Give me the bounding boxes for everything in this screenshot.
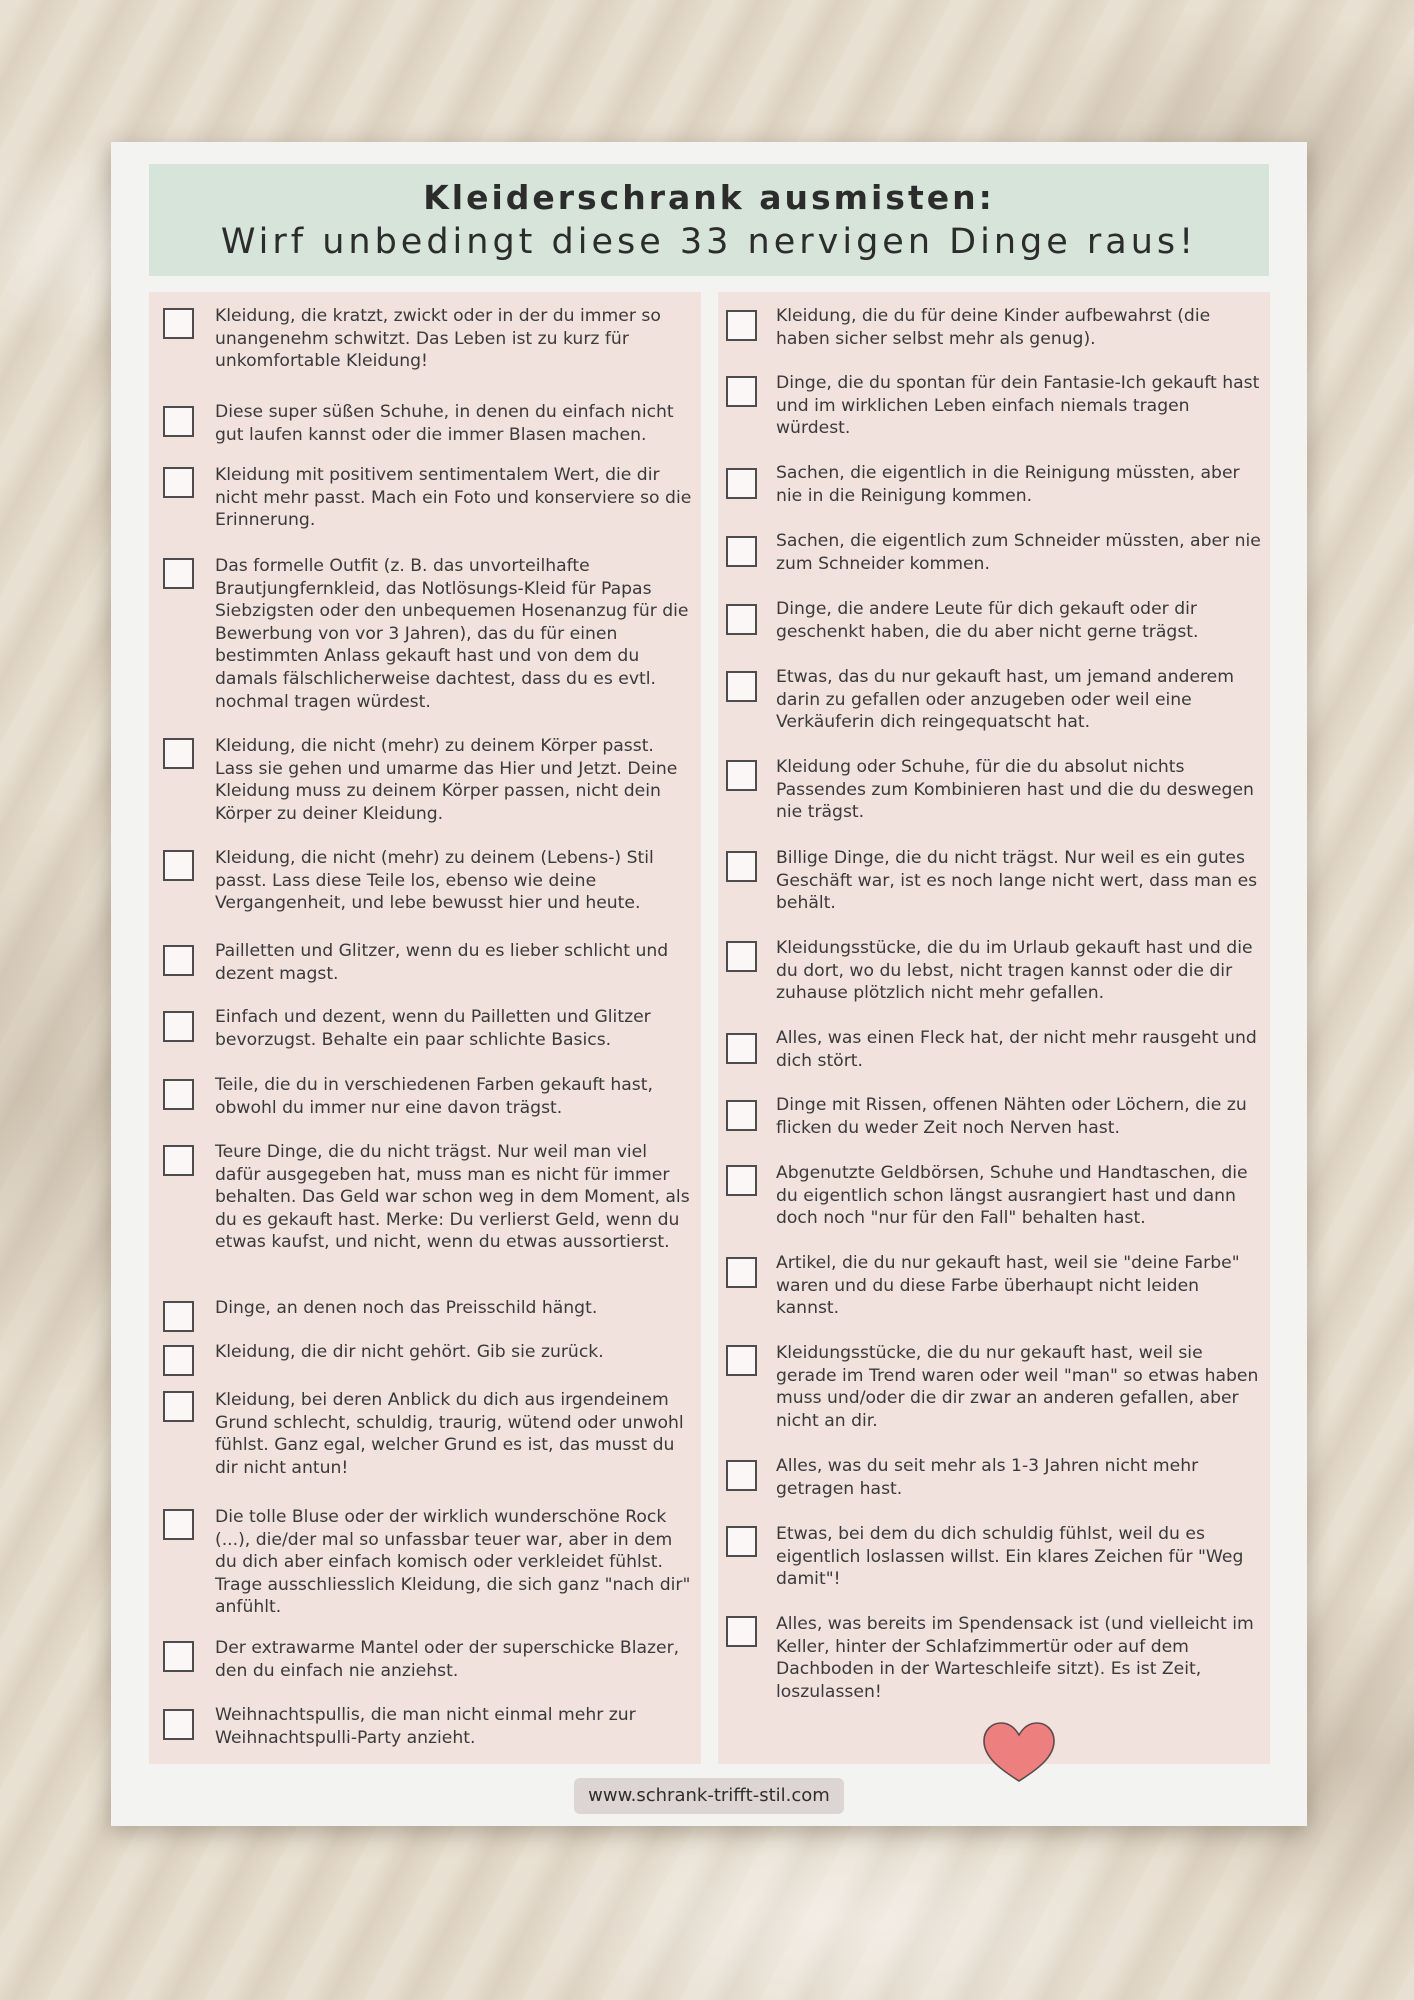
checkbox[interactable] <box>726 1165 757 1196</box>
checkbox[interactable] <box>726 1345 757 1376</box>
checkbox[interactable] <box>163 1011 194 1042</box>
checkbox[interactable] <box>163 308 194 339</box>
checklist-item-text: Etwas, bei dem du dich schuldig fühlst, weil du es eigentlich loslassen willst. Ein klares Zeichen für "Weg damit"! <box>776 1524 1244 1590</box>
website-url: www.schrank-trifft-stil.com <box>574 1778 844 1814</box>
checklist-item-text: Einfach und dezent, wenn du Pailletten und Glitzer bevorzugst. Behalte ein paar schlichte Basics. <box>215 1007 651 1050</box>
checkbox[interactable] <box>726 310 757 341</box>
checklist-item-text: Kleidung mit positivem sentimentalem Wert, die dir nicht mehr passt. Mach ein Foto und konserviere so die Erinnerung. <box>215 465 692 531</box>
checklist-item-text: Kleidung, die dir nicht gehört. Gib sie zurück. <box>215 1342 604 1362</box>
title-banner <box>149 164 1269 276</box>
checklist-item-text: Kleidung, die nicht (mehr) zu deinem (Lebens-) Stil passt. Lass diese Teile los, ebenso wie deine Vergangenheit, und lebe bewusst hier und heute. <box>215 848 654 914</box>
checkbox[interactable] <box>726 604 757 635</box>
page-title: Kleiderschrank ausmisten: <box>423 178 995 217</box>
checkbox[interactable] <box>163 1709 194 1740</box>
checklist-sheet <box>111 142 1307 1826</box>
checklist-item-text: Sachen, die eigentlich zum Schneider müssten, aber nie zum Schneider kommen. <box>776 531 1261 574</box>
checkbox[interactable] <box>726 671 757 702</box>
checkbox[interactable] <box>163 1391 194 1422</box>
checklist-item-text: Teile, die du in verschiedenen Farben gekauft hast, obwohl du immer nur eine davon trägst. <box>215 1075 653 1118</box>
checkbox[interactable] <box>726 1257 757 1288</box>
checkbox[interactable] <box>163 467 194 498</box>
checkbox[interactable] <box>726 760 757 791</box>
page-subtitle: Wirf unbedingt diese 33 nervigen Dinge raus! <box>220 222 1198 262</box>
checkbox[interactable] <box>163 1641 194 1672</box>
checklist-item-text: Etwas, das du nur gekauft hast, um jemand anderem darin zu gefallen oder anzugeben oder weil eine Verkäuferin dich reingequatscht hat. <box>776 667 1234 733</box>
checklist-item-text: Sachen, die eigentlich in die Reinigung müssten, aber nie in die Reinigung kommen. <box>776 463 1240 506</box>
checklist-item-text: Alles, was einen Fleck hat, der nicht mehr rausgeht und dich stört. <box>776 1028 1257 1071</box>
checkbox[interactable] <box>726 1616 757 1647</box>
checklist-item-text: Pailletten und Glitzer, wenn du es lieber schlicht und dezent magst. <box>215 941 669 984</box>
checkbox[interactable] <box>163 738 194 769</box>
checkbox[interactable] <box>163 1301 194 1332</box>
checkbox[interactable] <box>726 941 757 972</box>
checkbox[interactable] <box>163 850 194 881</box>
checklist-item-text: Weihnachtspullis, die man nicht einmal mehr zur Weihnachtspulli-Party anzieht. <box>215 1705 636 1748</box>
checklist-item-text: Kleidungsstücke, die du im Urlaub gekauft hast und die du dort, wo du lebst, nicht tragen kannst oder die dir zuhause plötzlich nicht mehr gefallen. <box>776 938 1253 1004</box>
checklist-item-text: Dinge, an denen noch das Preisschild hängt. <box>215 1298 598 1318</box>
checkbox[interactable] <box>726 1526 757 1557</box>
checklist-item-text: Teure Dinge, die du nicht trägst. Nur weil man viel dafür ausgegeben hat, muss man es nicht für immer behalten. Das Geld war schon weg in dem Moment, als du es gekauft hast. Merke: Du verlierst Geld, wenn du etwas kaufst, und nicht, wenn du etwas aussortierst. <box>215 1142 690 1253</box>
checkbox[interactable] <box>726 376 757 407</box>
checkbox[interactable] <box>726 1460 757 1491</box>
checkbox[interactable] <box>163 945 194 976</box>
checkbox[interactable] <box>726 1100 757 1131</box>
heart-icon <box>980 1717 1058 1787</box>
checkbox[interactable] <box>726 468 757 499</box>
checklist-item-text: Abgenutzte Geldbörsen, Schuhe und Handtaschen, die du eigentlich schon längst ausrangiert hast und dann doch noch "nur für den Fall" behalten hast. <box>776 1163 1248 1229</box>
checklist-item-text: Die tolle Bluse oder der wirklich wunderschöne Rock (...), die/der mal so unfassbar teuer war, aber in dem du dich aber einfach komisch oder verkleidet fühlst. Trage ausschliesslich Kleidung, die sich ganz "nach dir" anfühlt. <box>215 1507 691 1618</box>
checklist-item-text: Der extrawarme Mantel oder der superschicke Blazer, den du einfach nie anziehst. <box>215 1638 680 1681</box>
checklist-item-text: Das formelle Outfit (z. B. das unvorteilhafte Brautjungfernkleid, das Notlösungs-Kleid für Papas Siebzigsten oder den unbequemen Hosenanzug für die Bewerbung von vor 3 Jahren), das du für einen bestimmten Anlass gekauft hast und von dem du damals fälschlicherweise dachtest, dass du es evtl. nochmal tragen würdest. <box>215 556 689 712</box>
checklist-item-text: Dinge, die andere Leute für dich gekauft oder dir geschenkt haben, die du aber nicht gerne trägst. <box>776 599 1199 642</box>
checklist-column-right <box>718 292 1270 1764</box>
checkbox[interactable] <box>726 1033 757 1064</box>
checkbox[interactable] <box>163 1509 194 1540</box>
checkbox[interactable] <box>163 1345 194 1376</box>
checkbox[interactable] <box>163 406 194 437</box>
checklist-item-text: Kleidung, die du für deine Kinder aufbewahrst (die haben sicher selbst mehr als genug). <box>776 306 1211 349</box>
checkbox[interactable] <box>163 558 194 589</box>
checklist-item-text: Kleidung, die kratzt, zwickt oder in der du immer so unangenehm schwitzt. Das Leben ist zu kurz für unkomfortable Kleidung! <box>215 306 661 372</box>
checkbox[interactable] <box>163 1079 194 1110</box>
checkbox[interactable] <box>726 851 757 882</box>
checklist-item-text: Alles, was bereits im Spendensack ist (und vielleicht im Keller, hinter der Schlafzimmertür oder auf dem Dachboden in der Warteschleife sitzt). Es ist Zeit, loszulassen! <box>776 1614 1254 1702</box>
checklist-column-left <box>149 292 701 1764</box>
checklist-item-text: Alles, was du seit mehr als 1-3 Jahren nicht mehr getragen hast. <box>776 1456 1199 1499</box>
checklist-item-text: Kleidung, die nicht (mehr) zu deinem Körper passt. Lass sie gehen und umarme das Hier und Jetzt. Deine Kleidung muss zu deinem Körper passen, nicht dein Körper zu deiner Kleidung. <box>215 736 678 824</box>
checklist-item-text: Dinge, die du spontan für dein Fantasie-Ich gekauft hast und im wirklichen Leben einfach niemals tragen würdest. <box>776 373 1260 439</box>
checklist-item-text: Billige Dinge, die du nicht trägst. Nur weil es ein gutes Geschäft war, ist es noch lange nicht wert, dass man es behält. <box>776 848 1258 914</box>
checklist-item-text: Diese super süßen Schuhe, in denen du einfach nicht gut laufen kannst oder die immer Blasen machen. <box>215 402 674 445</box>
checklist-item-text: Artikel, die du nur gekauft hast, weil sie "deine Farbe" waren und du diese Farbe überhaupt nicht leiden kannst. <box>776 1253 1240 1319</box>
checklist-item-text: Kleidungsstücke, die du nur gekauft hast, weil sie gerade im Trend waren oder weil "man" so etwas haben muss und/oder die dir zwar an anderen gefallen, aber nicht an dir. <box>776 1343 1259 1431</box>
checklist-item-text: Dinge mit Rissen, offenen Nähten oder Löchern, die zu flicken du weder Zeit noch Nerven hast. <box>776 1095 1247 1138</box>
checklist-item-text: Kleidung, bei deren Anblick du dich aus irgendeinem Grund schlecht, schuldig, traurig, wütend oder unwohl fühlst. Ganz egal, welcher Grund es ist, das musst du dir nicht antun! <box>215 1390 684 1478</box>
checkbox[interactable] <box>163 1145 194 1176</box>
checklist-item-text: Kleidung oder Schuhe, für die du absolut nichts Passendes zum Kombinieren hast und die du deswegen nie trägst. <box>776 757 1254 823</box>
checkbox[interactable] <box>726 536 757 567</box>
